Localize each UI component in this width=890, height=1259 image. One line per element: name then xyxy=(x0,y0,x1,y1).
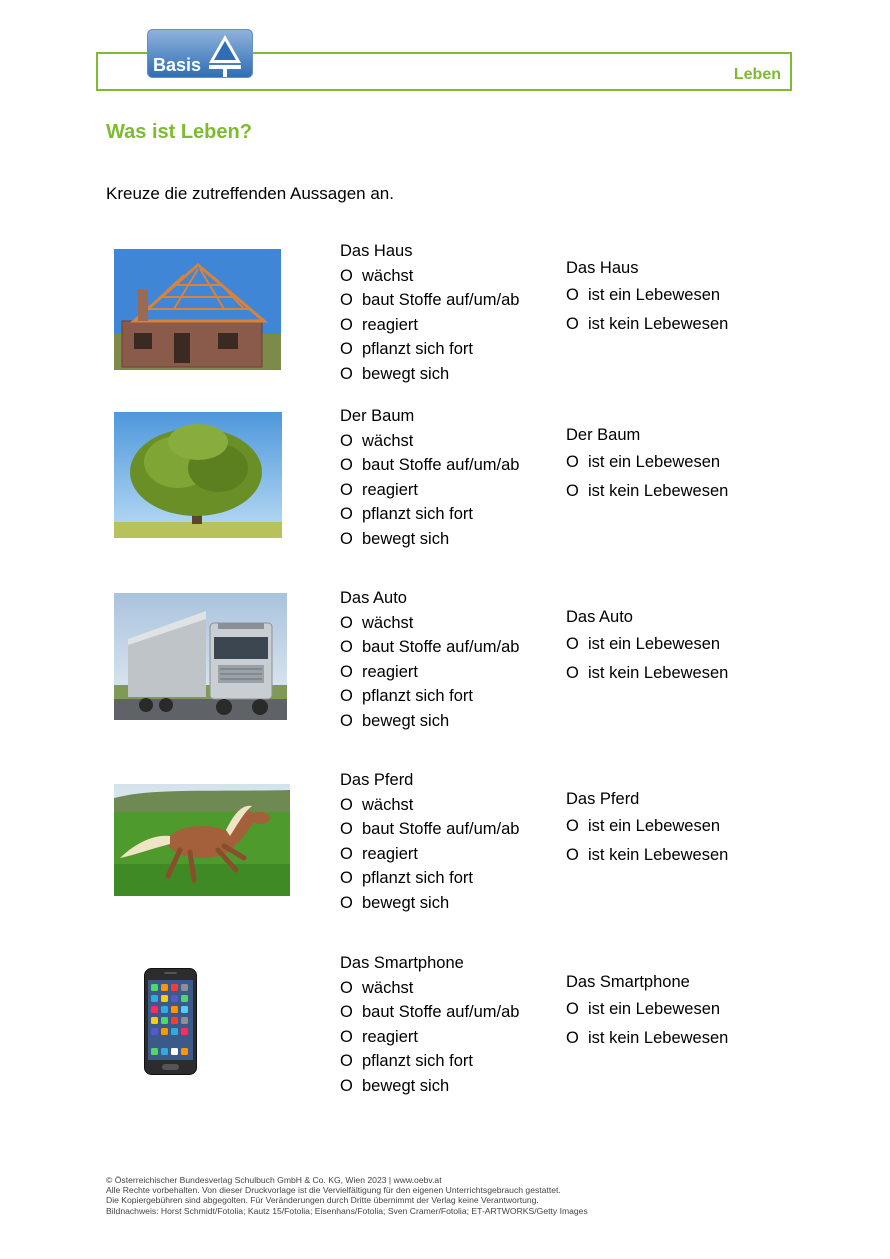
house-image xyxy=(114,249,281,370)
checkbox-marker[interactable]: O xyxy=(340,340,353,359)
checkbox-marker[interactable]: O xyxy=(566,481,579,500)
option-moves[interactable] xyxy=(340,891,519,916)
option-moves[interactable] xyxy=(340,527,519,552)
option-metabolism[interactable] xyxy=(340,635,519,660)
option-reproduces[interactable] xyxy=(340,337,519,362)
option-reproduces[interactable] xyxy=(340,866,519,891)
option-grows[interactable] xyxy=(340,793,519,818)
option-label: ist kein Lebewesen xyxy=(588,845,729,864)
checkbox-marker[interactable]: O xyxy=(340,662,353,681)
checkbox-marker[interactable]: O xyxy=(566,286,579,304)
option-is-living[interactable] xyxy=(566,448,728,477)
option-label: reagiert xyxy=(362,480,418,499)
truck-image xyxy=(114,593,287,720)
page-title: Was ist Leben? xyxy=(106,121,252,143)
option-label: wächst xyxy=(362,613,414,632)
option-label: ist ein Lebewesen xyxy=(588,635,721,653)
option-metabolism[interactable] xyxy=(340,817,519,842)
option-reacts[interactable] xyxy=(340,313,519,338)
verdict-name: Das Auto xyxy=(566,608,633,626)
tree-properties xyxy=(340,404,519,552)
option-grows[interactable] xyxy=(340,976,519,1001)
tree-verdicts xyxy=(566,422,728,505)
tree-image xyxy=(114,412,282,538)
instruction-text: Kreuze die zutreffenden Aussagen an. xyxy=(106,184,394,203)
checkbox-marker[interactable]: O xyxy=(340,1003,353,1022)
checkbox-marker[interactable]: O xyxy=(340,795,353,814)
checkbox-marker[interactable]: O xyxy=(566,635,579,653)
checkbox-marker[interactable]: O xyxy=(340,480,353,499)
checkbox-marker[interactable]: O xyxy=(340,1052,353,1071)
verdict-name: Das Pferd xyxy=(566,790,640,808)
option-label: bewegt sich xyxy=(362,893,450,912)
option-label: wächst xyxy=(362,431,414,450)
option-is-not-living[interactable] xyxy=(566,659,728,688)
option-reproduces[interactable] xyxy=(340,502,519,527)
option-is-living[interactable] xyxy=(566,995,728,1024)
option-label: ist ein Lebewesen xyxy=(588,286,721,304)
item-name: Das Haus xyxy=(340,242,413,260)
checkbox-marker[interactable]: O xyxy=(566,453,579,471)
horse-properties xyxy=(340,768,519,916)
footer-line: Die Kopiergebühren sind abgegolten. Für Veränderungen durch Dritte übernimmt der Verlag keine Verantwortung. xyxy=(106,1195,539,1206)
checkbox-marker[interactable]: O xyxy=(340,820,353,839)
option-label: wächst xyxy=(362,795,414,814)
option-reacts[interactable] xyxy=(340,1025,519,1050)
option-label: reagiert xyxy=(362,1027,418,1046)
checkbox-marker[interactable]: O xyxy=(340,456,353,475)
checkbox-marker[interactable]: O xyxy=(566,845,579,864)
option-is-living[interactable] xyxy=(566,281,728,310)
item-name: Das Smartphone xyxy=(340,954,464,972)
checkbox-marker[interactable]: O xyxy=(340,266,353,285)
option-label: ist ein Lebewesen xyxy=(588,817,721,835)
checkbox-marker[interactable]: O xyxy=(566,314,579,333)
option-label: bewegt sich xyxy=(362,1076,450,1095)
checkbox-marker[interactable]: O xyxy=(340,711,353,730)
option-is-not-living[interactable] xyxy=(566,841,728,870)
checkbox-marker[interactable]: O xyxy=(340,291,353,310)
smartphone-properties xyxy=(340,951,519,1099)
option-grows[interactable] xyxy=(340,611,519,636)
option-moves[interactable] xyxy=(340,709,519,734)
option-label: pflanzt sich fort xyxy=(362,340,473,359)
option-reacts[interactable] xyxy=(340,842,519,867)
option-label: reagiert xyxy=(362,844,418,863)
option-grows[interactable] xyxy=(340,429,519,454)
option-label: baut Stoffe auf/um/ab xyxy=(362,1003,520,1022)
copyright-footer xyxy=(106,1175,588,1216)
car-properties xyxy=(340,586,519,734)
checkbox-marker[interactable]: O xyxy=(340,431,353,450)
car-verdicts xyxy=(566,604,728,687)
option-label: baut Stoffe auf/um/ab xyxy=(362,820,520,839)
checkbox-marker[interactable]: O xyxy=(566,663,579,682)
smartphone-verdicts xyxy=(566,969,728,1052)
option-label: baut Stoffe auf/um/ab xyxy=(362,638,520,657)
option-reproduces[interactable] xyxy=(340,684,519,709)
item-name: Das Pferd xyxy=(340,771,414,789)
option-label: ist kein Lebewesen xyxy=(588,314,729,333)
item-name: Der Baum xyxy=(340,407,415,425)
option-moves[interactable] xyxy=(340,362,519,387)
checkbox-marker[interactable]: O xyxy=(340,638,353,657)
option-label: pflanzt sich fort xyxy=(362,505,473,524)
option-label: reagiert xyxy=(362,315,418,334)
checkbox-marker[interactable]: O xyxy=(340,364,353,383)
option-is-not-living[interactable] xyxy=(566,477,728,506)
smartphone-image xyxy=(144,968,197,1075)
option-label: pflanzt sich fort xyxy=(362,869,473,888)
option-metabolism[interactable] xyxy=(340,453,519,478)
basis-logo xyxy=(147,29,253,78)
footer-line: Alle Rechte vorbehalten. Von dieser Druckvorlage ist die Vervielfältigung für den eigenen Unterrichtsgebrauch gestattet. xyxy=(106,1185,561,1196)
option-reproduces[interactable] xyxy=(340,1049,519,1074)
option-label: bewegt sich xyxy=(362,364,450,383)
option-is-not-living[interactable] xyxy=(566,1024,728,1053)
checkbox-marker[interactable]: O xyxy=(340,687,353,706)
option-label: baut Stoffe auf/um/ab xyxy=(362,291,520,310)
option-is-living[interactable] xyxy=(566,630,728,659)
svg-text:Basis: Basis xyxy=(153,55,202,75)
option-label: pflanzt sich fort xyxy=(362,687,473,706)
checkbox-marker[interactable]: O xyxy=(340,529,353,548)
option-label: ist kein Lebewesen xyxy=(588,663,729,682)
checkbox-marker[interactable]: O xyxy=(566,1028,579,1047)
house-properties xyxy=(340,239,519,387)
checkbox-marker[interactable]: O xyxy=(340,844,353,863)
option-reacts[interactable] xyxy=(340,478,519,503)
option-is-living[interactable] xyxy=(566,812,728,841)
option-grows[interactable] xyxy=(340,264,519,289)
option-label: baut Stoffe auf/um/ab xyxy=(362,456,520,475)
verdict-name: Der Baum xyxy=(566,426,641,444)
option-label: ist ein Lebewesen xyxy=(588,1000,721,1018)
option-label: ist kein Lebewesen xyxy=(588,1028,729,1047)
option-label: reagiert xyxy=(362,662,418,681)
checkbox-marker[interactable]: O xyxy=(340,1027,353,1046)
verdict-name: Das Smartphone xyxy=(566,973,690,991)
checkbox-marker[interactable]: O xyxy=(566,1000,579,1018)
horse-image xyxy=(114,784,290,896)
option-label: bewegt sich xyxy=(362,711,450,730)
checkbox-marker[interactable]: O xyxy=(340,315,353,334)
option-moves[interactable] xyxy=(340,1074,519,1099)
option-label: wächst xyxy=(362,978,414,997)
option-metabolism[interactable] xyxy=(340,288,519,313)
checkbox-marker[interactable]: O xyxy=(566,817,579,835)
option-label: pflanzt sich fort xyxy=(362,1052,473,1071)
checkbox-marker[interactable]: O xyxy=(340,505,353,524)
option-label: ist kein Lebewesen xyxy=(588,481,729,500)
option-metabolism[interactable] xyxy=(340,1000,519,1025)
checkbox-marker[interactable]: O xyxy=(340,1076,353,1095)
option-label: wächst xyxy=(362,266,414,285)
checkbox-marker[interactable]: O xyxy=(340,978,353,997)
footer-line: Bildnachweis: Horst Schmidt/Fotolia; Kautz 15/Fotolia; Eisenhans/Fotolia; Sven Cramer/Fotolia; ET-ARTWORKS/Getty Images xyxy=(106,1205,588,1216)
checkbox-marker[interactable]: O xyxy=(340,613,353,632)
house-verdicts xyxy=(566,255,728,338)
checkbox-marker[interactable]: O xyxy=(340,893,353,912)
footer-line: © Österreichischer Bundesverlag Schulbuch GmbH & Co. KG, Wien 2023 | www.oebv.at xyxy=(106,1175,442,1185)
option-is-not-living[interactable] xyxy=(566,310,728,339)
section-label: Leben xyxy=(733,66,781,83)
item-name: Das Auto xyxy=(340,589,407,607)
horse-verdicts xyxy=(566,786,728,869)
checkbox-marker[interactable]: O xyxy=(340,869,353,888)
option-label: bewegt sich xyxy=(362,529,450,548)
option-label: ist ein Lebewesen xyxy=(588,453,721,471)
option-reacts[interactable] xyxy=(340,660,519,685)
verdict-name: Das Haus xyxy=(566,259,639,277)
